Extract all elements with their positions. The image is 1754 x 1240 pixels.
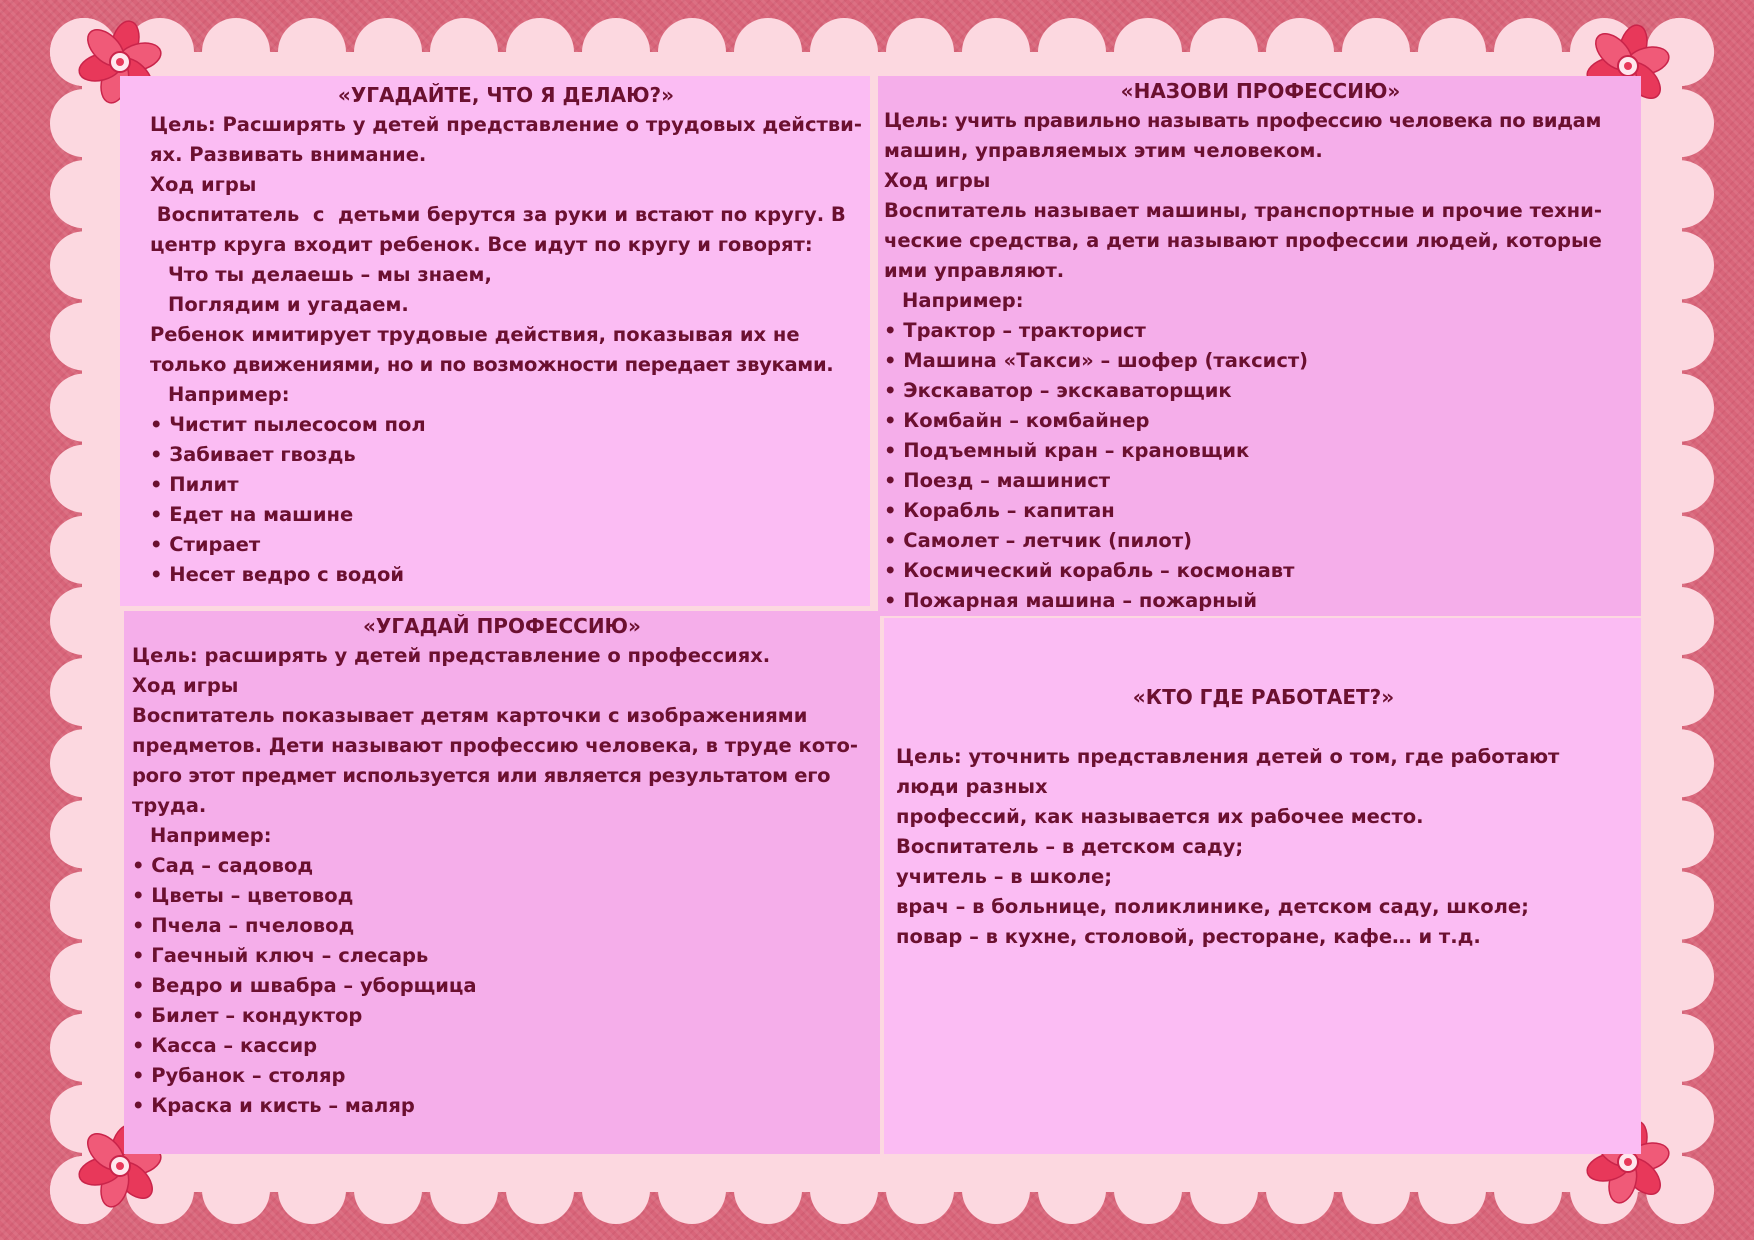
verse-line: Что ты делаешь – мы знаем,: [168, 263, 492, 286]
card-title: «УГАДАЙ ПРОФЕССИЮ»: [363, 614, 641, 638]
list-item: • Несет ведро с водой: [150, 560, 862, 590]
list-item: • Стирает: [150, 530, 862, 560]
text-line: Воспитатель с детьми берутся за руки и встают по кругу. В: [150, 203, 846, 226]
list-item: • Подъемный кран – крановщик: [884, 436, 1637, 466]
list-item: • Едет на машине: [150, 500, 862, 530]
goal-line: Цель: Расширять у детей представление о трудовых действи-: [150, 113, 862, 136]
list-item: • Краска и кисть – маляр: [132, 1091, 872, 1121]
text-line: центр круга входит ребенок. Все идут по кругу и говорят:: [150, 233, 813, 256]
example-label: Например:: [168, 383, 290, 406]
list-item: • Чистит пылесосом пол: [150, 410, 862, 440]
text-line: только движениями, но и по возможности передает звуками.: [150, 353, 834, 376]
text-line: повар – в кухне, столовой, ресторане, кафе… и т.д.: [896, 925, 1481, 948]
list-item: • Пожарная машина – пожарный: [884, 586, 1637, 616]
section-heading: Ход игры: [150, 173, 257, 196]
example-list: [132, 851, 872, 1121]
list-item: • Сад – садовод: [132, 851, 872, 881]
goal-line: машин, управляемых этим человеком.: [884, 139, 1323, 162]
list-item: • Гаечный ключ – слесарь: [132, 941, 872, 971]
list-item: • Машина «Такси» – шофер (таксист): [884, 346, 1637, 376]
goal-line: люди разных: [896, 775, 1048, 798]
list-item: • Трактор – тракторист: [884, 316, 1637, 346]
text-line: Воспитатель показывает детям карточки с изображениями: [132, 704, 808, 727]
game-card-guess-action: [120, 76, 870, 606]
goal-line: ях. Развивать внимание.: [150, 143, 427, 166]
game-card-name-profession: [878, 76, 1641, 616]
list-item: • Рубанок – столяр: [132, 1061, 872, 1091]
example-list: [884, 316, 1637, 616]
list-item: • Цветы – цветовод: [132, 881, 872, 911]
list-item: • Забивает гвоздь: [150, 440, 862, 470]
verse-line: Поглядим и угадаем.: [168, 293, 409, 316]
list-item: • Поезд – машинист: [884, 466, 1637, 496]
section-heading: Ход игры: [132, 674, 239, 697]
example-label: Например:: [902, 289, 1024, 312]
goal-line: Цель: учить правильно называть профессию человека по видам: [884, 109, 1602, 132]
card-title: «НАЗОВИ ПРОФЕССИЮ»: [1120, 79, 1401, 103]
text-line: ческие средства, а дети называют профессии людей, которые: [884, 229, 1602, 252]
list-item: • Космический корабль – космонавт: [884, 556, 1637, 586]
text-line: Воспитатель называет машины, транспортные и прочие техни-: [884, 199, 1602, 222]
list-item: • Пилит: [150, 470, 862, 500]
text-line: предметов. Дети называют профессию человека, в труде кото-: [132, 734, 858, 757]
list-item: • Корабль – капитан: [884, 496, 1637, 526]
game-card-guess-profession: [124, 611, 880, 1154]
text-line: ими управляют.: [884, 259, 1065, 282]
text-line: врач – в больнице, поликлинике, детском саду, школе;: [896, 895, 1529, 918]
list-item: • Экскаватор – экскаваторщик: [884, 376, 1637, 406]
game-card-who-works-where: [884, 618, 1641, 1154]
card-title: «УГАДАЙТЕ, ЧТО Я ДЕЛАЮ?»: [337, 83, 675, 107]
goal-line: Цель: уточнить представления детей о том, где работают: [896, 745, 1560, 768]
list-item: • Ведро и швабра – уборщица: [132, 971, 872, 1001]
goal-line: Цель: расширять у детей представление о профессиях.: [132, 644, 771, 667]
card-title: «КТО ГДЕ РАБОТАЕТ?»: [1132, 685, 1395, 709]
text-line: Ребенок имитирует трудовые действия, показывая их не: [150, 323, 800, 346]
list-item: • Комбайн – комбайнер: [884, 406, 1637, 436]
text-line: труда.: [132, 794, 207, 817]
text-line: Воспитатель – в детском саду;: [896, 835, 1244, 858]
text-line: учитель – в школе;: [896, 865, 1113, 888]
list-item: • Билет – кондуктор: [132, 1001, 872, 1031]
example-label: Например:: [150, 824, 272, 847]
list-item: • Касса – кассир: [132, 1031, 872, 1061]
list-item: • Пчела – пчеловод: [132, 911, 872, 941]
example-list: [150, 410, 862, 590]
text-line: профессий, как называется их рабочее место.: [896, 805, 1424, 828]
list-item: • Самолет – летчик (пилот): [884, 526, 1637, 556]
text-line: рого этот предмет используется или является результатом его: [132, 764, 831, 787]
section-heading: Ход игры: [884, 169, 991, 192]
